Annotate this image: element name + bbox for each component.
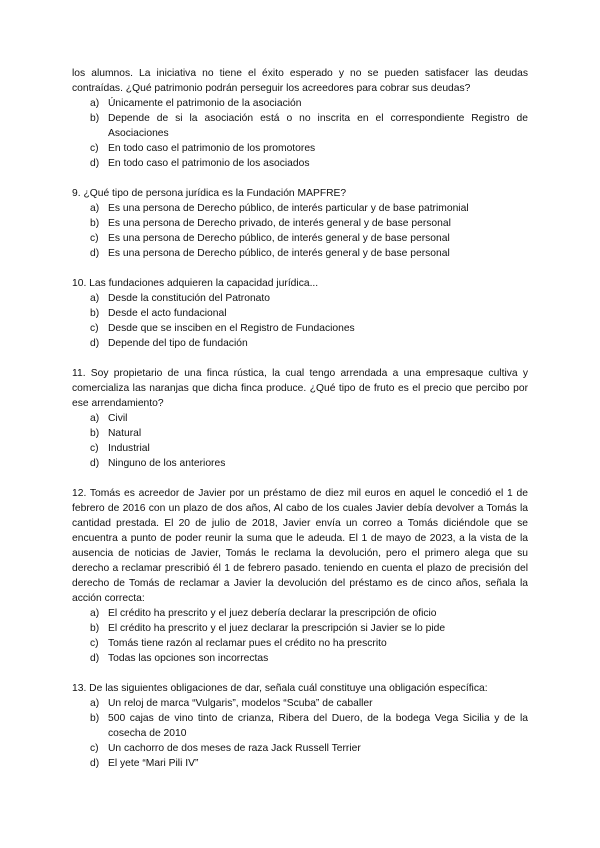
option-d	[72, 156, 528, 171]
option-b	[72, 306, 528, 321]
question-text: 11. Soy propietario de una finca rústica, la cual tengo arrendada a una empresaque cultiva y comercializa las naranjas que dicha finca produce. ¿Qué tipo de fruto es el precio que percibo por ese arrendamiento?	[72, 368, 528, 409]
option-text: Es una persona de Derecho público, de interés particular y de base patrimonial	[108, 203, 469, 214]
option-text: Únicamente el patrimonio de la asociación	[108, 98, 302, 109]
option-label: b)	[90, 113, 100, 124]
option-text: Es una persona de Derecho privado, de interés general y de base personal	[108, 218, 451, 229]
option-d	[72, 456, 528, 471]
option-label: d)	[90, 158, 100, 169]
question-text: 10. Las fundaciones adquieren la capacidad jurídica...	[72, 278, 319, 289]
question-9	[72, 186, 528, 261]
option-label: c)	[90, 743, 99, 754]
option-d	[72, 336, 528, 351]
option-label: a)	[90, 293, 100, 304]
option-a	[72, 606, 528, 621]
option-b	[72, 711, 528, 741]
options-list	[72, 201, 528, 261]
option-text: Es una persona de Derecho público, de interés general y de base personal	[108, 233, 450, 244]
option-text: Desde el acto fundacional	[108, 308, 227, 319]
options-list	[72, 606, 528, 666]
option-label: c)	[90, 638, 99, 649]
option-label: d)	[90, 338, 100, 349]
question-text: 13. De las siguientes obligaciones de dar, señala cuál constituye una obligación específica:	[72, 683, 488, 694]
options-list	[72, 96, 528, 171]
question-10	[72, 276, 528, 351]
question-text: 12. Tomás es acreedor de Javier por un préstamo de diez mil euros en aquel le concedió el 1 de febrero de 2016 con un plazo de dos años, Al cabo de los cuales Javier debía devolver a Tomás la cantidad prestada. El 20 de julio de 2018, Javier envía un correo a Tomás diciéndole que se encuentra a punto de poder reunir la suma que le adeuda. El 1 de mayo de 2023, a la vista de la ausencia de noticias de Javier, Tomás le reclama la devolución, pero el primero alega que su derecho a reclamar prescribió él 1 de febrero pasado. teniendo en cuenta el plazo de precisión del derecho de Tomás de reclamar a Javier la devolución del préstamo es de cinco años, señala la acción correcta:	[72, 488, 528, 604]
option-text: Es una persona de Derecho público, de interés general y de base personal	[108, 248, 450, 259]
option-label: c)	[90, 323, 99, 334]
option-text: 500 cajas de vino tinto de crianza, Ribera del Duero, de la bodega Vega Sicilia y de la cosecha de 2010	[108, 713, 528, 739]
document-page	[72, 66, 528, 786]
option-label: b)	[90, 713, 100, 724]
option-text: Ninguno de los anteriores	[108, 458, 226, 469]
option-d	[72, 246, 528, 261]
option-c	[72, 141, 528, 156]
option-text: Un reloj de marca “Vulgaris”, modelos “Scuba” de caballer	[108, 698, 373, 709]
option-text: Civil	[108, 413, 128, 424]
option-text: En todo caso el patrimonio de los promotores	[108, 143, 316, 154]
option-text: Depende del tipo de fundación	[108, 338, 248, 349]
option-text: Todas las opciones son incorrectas	[108, 653, 269, 664]
options-list	[72, 291, 528, 351]
option-c	[72, 636, 528, 651]
option-text: En todo caso el patrimonio de los asociados	[108, 158, 310, 169]
option-label: c)	[90, 443, 99, 454]
question-12	[72, 486, 528, 666]
option-label: b)	[90, 218, 100, 229]
option-a	[72, 201, 528, 216]
option-d	[72, 651, 528, 666]
option-label: d)	[90, 248, 100, 259]
option-text: Natural	[108, 428, 142, 439]
option-text: Depende de si la asociación está o no inscrita en el correspondiente Registro de Asociaciones	[108, 113, 528, 139]
option-label: d)	[90, 653, 100, 664]
option-label: a)	[90, 608, 100, 619]
option-a	[72, 291, 528, 306]
option-label: c)	[90, 233, 99, 244]
option-label: a)	[90, 203, 100, 214]
option-label: c)	[90, 143, 99, 154]
option-text: Desde la constitución del Patronato	[108, 293, 270, 304]
option-text: Tomás tiene razón al reclamar pues el crédito no ha prescrito	[108, 638, 387, 649]
option-label: d)	[90, 458, 100, 469]
option-label: b)	[90, 623, 100, 634]
option-c	[72, 231, 528, 246]
option-label: a)	[90, 698, 100, 709]
option-text: El crédito ha prescrito y el juez declarar la prescripción si Javier se lo pide	[108, 623, 446, 634]
option-d	[72, 756, 528, 771]
option-b	[72, 111, 528, 141]
option-text: El yete “Mari Pili IV”	[108, 758, 199, 769]
option-a	[72, 96, 528, 111]
question-8-continuation	[72, 66, 528, 171]
question-13	[72, 681, 528, 771]
options-list	[72, 696, 528, 771]
option-label: b)	[90, 428, 100, 439]
option-a	[72, 696, 528, 711]
option-label: a)	[90, 413, 100, 424]
option-a	[72, 411, 528, 426]
question-11	[72, 366, 528, 471]
option-label: d)	[90, 758, 100, 769]
question-text: los alumnos. La iniciativa no tiene el éxito esperado y no se pueden satisfacer las deudas contraídas. ¿Qué patrimonio podrán perseguir los acreedores para cobrar sus deudas?	[72, 68, 528, 94]
option-text: Un cachorro de dos meses de raza Jack Russell Terrier	[108, 743, 361, 754]
question-text: 9. ¿Qué tipo de persona jurídica es la Fundación MAPFRE?	[72, 188, 347, 199]
option-text: Desde que se insciben en el Registro de Fundaciones	[108, 323, 355, 334]
option-c	[72, 441, 528, 456]
option-c	[72, 741, 528, 756]
option-c	[72, 321, 528, 336]
option-b	[72, 426, 528, 441]
option-b	[72, 216, 528, 231]
option-label: a)	[90, 98, 100, 109]
option-label: b)	[90, 308, 100, 319]
option-text: Industrial	[108, 443, 150, 454]
option-text: El crédito ha prescrito y el juez debería declarar la prescripción de oficio	[108, 608, 437, 619]
option-b	[72, 621, 528, 636]
options-list	[72, 411, 528, 471]
